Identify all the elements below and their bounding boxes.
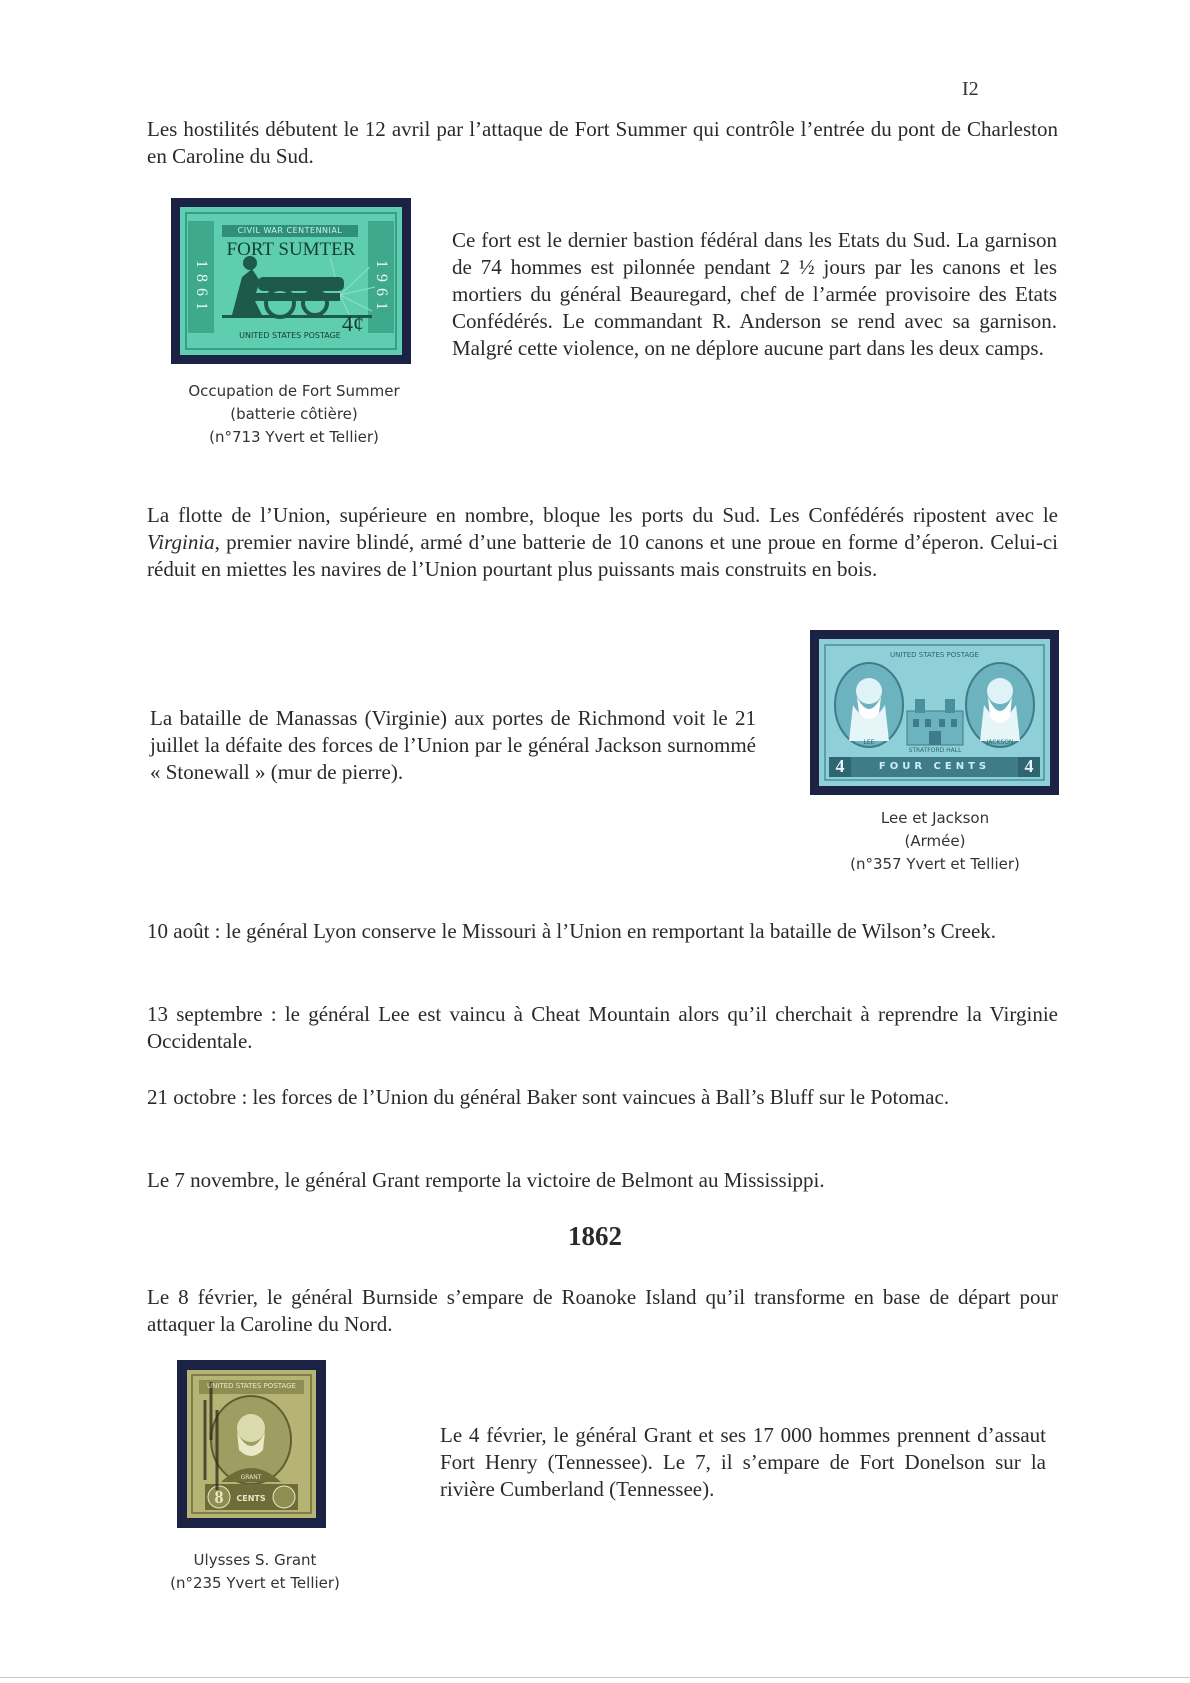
caption-line: (Armée) xyxy=(904,832,966,850)
stamp-name: GRANT xyxy=(240,1474,262,1481)
stamp-value: 4¢ xyxy=(342,311,364,336)
year-heading: 1862 xyxy=(568,1221,622,1251)
stamp-bottom-text: CENTS xyxy=(236,1494,266,1503)
stamp-value: 8 xyxy=(214,1487,224,1507)
stamp-left-name: LEE xyxy=(863,739,875,746)
manassas-paragraph: La bataille de Manassas (Virginie) aux portes de Richmond voit le 21 juillet la défaite des forces de l’Union par le général Jackson surnommé « Stonewall » (mur de pierre). xyxy=(150,706,756,784)
caption-line: Lee et Jackson xyxy=(880,809,990,827)
stamp-top-text: UNITED STATES POSTAGE xyxy=(207,1382,296,1390)
navy-text-before: La flotte de l’Union, supérieure en nombre, bloque les ports du Sud. Les Confédérés ripostent avec le xyxy=(147,503,1058,527)
grant-paragraph: Le 4 février, le général Grant et ses 17 000 hommes prennent d’assaut Fort Henry (Tennessee). Le 7, il s’empare de Fort Donelson sur la rivière Cumberland (Tennessee). xyxy=(440,1423,1046,1501)
caption-line: (n°713 Yvert et Tellier) xyxy=(209,428,379,446)
stamp-value-right: 4 xyxy=(1024,756,1034,776)
caption-line: (batterie côtière) xyxy=(230,405,358,423)
fort-sumter-caption xyxy=(160,380,428,449)
event-paragraph-baker: 21 octobre : les forces de l’Union du général Baker sont vaincues à Ball’s Bluff sur le Potomac. xyxy=(147,1085,950,1109)
event-paragraph-grant-belmont: Le 7 novembre, le général Grant remporte la victoire de Belmont au Mississippi. xyxy=(147,1168,825,1192)
stamp-bottom-text: UNITED STATES POSTAGE xyxy=(239,331,341,340)
stamp-center-name: STRATFORD HALL xyxy=(908,747,962,754)
fort-sumter-paragraph: Ce fort est le dernier bastion fédéral dans les Etats du Sud. La garnison de 74 hommes est pilonnée pendant 2 ½ jours par les canons et les mortiers du général Beauregard, chef de l’armée provisoire des Etats Confédérés. Le commandant R. Anderson se rend avec sa garnison. Malgré cette violence, on ne déplore aucune part dans les deux camps. xyxy=(452,228,1057,360)
caption-line: (n°235 Yvert et Tellier) xyxy=(170,1574,340,1592)
grant-stamp-mount xyxy=(177,1360,326,1528)
event-paragraph-lyon: 10 août : le général Lyon conserve le Missouri à l’Union en remportant la bataille de Wilson’s Creek. xyxy=(147,919,997,943)
caption-line: (n°357 Yvert et Tellier) xyxy=(850,855,1020,873)
page-edge-line xyxy=(0,1677,1190,1678)
event-paragraph-lee: 13 septembre : le général Lee est vaincu à Cheat Mountain alors qu’il cherchait à reprendre la Virginie Occidentale. xyxy=(147,1002,1058,1053)
intro-paragraph: Les hostilités débutent le 12 avril par l’attaque de Fort Summer qui contrôle l’entrée du pont de Charleston en Caroline du Sud. xyxy=(147,117,1058,168)
lee-jackson-caption xyxy=(800,807,1070,876)
fort-sumter-stamp xyxy=(180,207,402,355)
stamp-year-right xyxy=(372,260,390,286)
lee-jackson-stamp-mount xyxy=(810,630,1059,795)
caption-line: Ulysses S. Grant xyxy=(193,1551,317,1569)
page-number: I2 xyxy=(962,78,979,100)
stamp-top-text: UNITED STATES POSTAGE xyxy=(890,651,979,659)
stamp-year-left xyxy=(192,260,210,286)
navy-text-after: , premier navire blindé, armé d’une batterie de 10 canons et une proue en forme d’éperon. Celui-ci réduit en miettes les navires de l’Union pourtant plus puissants mais construits en bois. xyxy=(147,530,1058,581)
grant-caption xyxy=(140,1549,370,1595)
stamp-title: FORT SUMTER xyxy=(226,239,356,260)
caption-line: Occupation de Fort Summer xyxy=(188,382,400,400)
burnside-paragraph: Le 8 février, le général Burnside s’empare de Roanoke Island qu’il transforme en base de départ pour attaquer la Caroline du Nord. xyxy=(147,1285,1058,1336)
grant-stamp xyxy=(187,1370,316,1518)
fort-sumter-stamp-mount xyxy=(171,198,411,364)
stamp-value-left: 4 xyxy=(835,756,845,776)
navy-paragraph xyxy=(147,502,1058,583)
lee-jackson-stamp xyxy=(819,639,1050,786)
stamp-top-text: CIVIL WAR CENTENNIAL xyxy=(237,226,343,235)
stamp-bottom-text: FOUR CENTS xyxy=(878,761,991,772)
stamp-right-name: JACKSON xyxy=(986,739,1014,746)
ship-name: Virginia xyxy=(147,530,215,554)
